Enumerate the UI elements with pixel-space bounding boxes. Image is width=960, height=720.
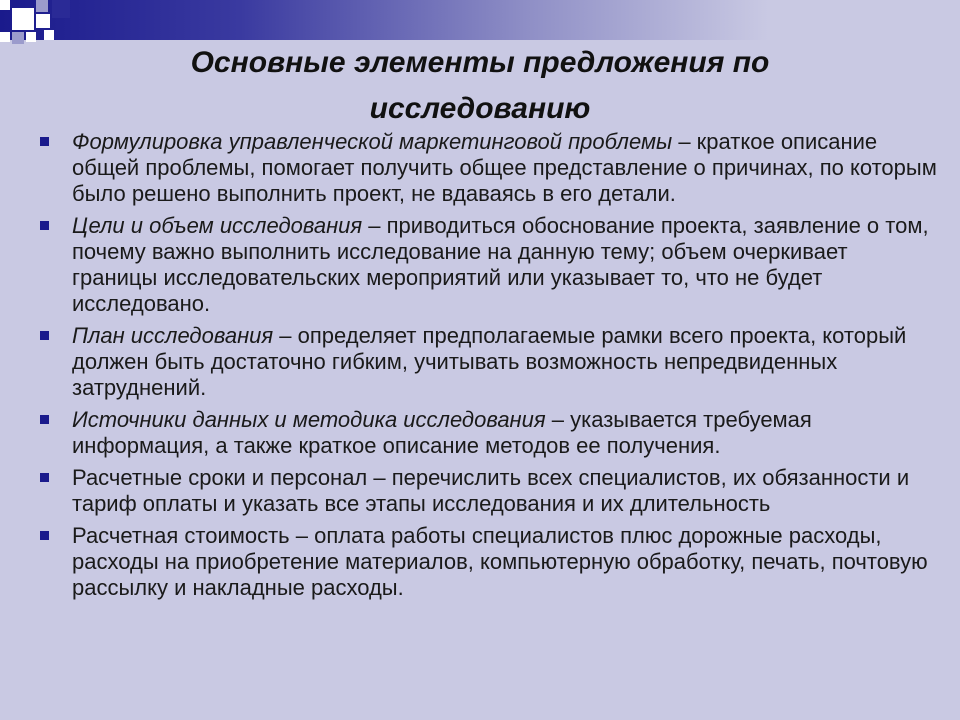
slide-title bbox=[40, 40, 920, 132]
square-bullet-icon bbox=[40, 473, 49, 482]
item-term: Формулировка управленческой маркетинговой проблемы bbox=[72, 129, 673, 154]
square-bullet-icon bbox=[40, 221, 49, 230]
item-term: Цели и объем исследования bbox=[72, 213, 363, 238]
item-term: Источники данных и методика исследования bbox=[72, 407, 546, 432]
list-item bbox=[38, 407, 938, 459]
list-item bbox=[38, 523, 938, 601]
list-item bbox=[38, 129, 938, 207]
item-text: Расчетная стоимость – оплата работы специалистов плюс дорожные расходы, расходы на приобретение материалов, компьютерную обработку, печать, почтовую рассылку и накладные расходы. bbox=[72, 523, 928, 600]
decor-square bbox=[0, 32, 10, 42]
decor-square bbox=[52, 0, 70, 18]
decor-square bbox=[0, 0, 10, 10]
list-item bbox=[38, 323, 938, 401]
item-text: – указывается требуемая информация, а также краткое описание методов ее получения. bbox=[72, 407, 812, 458]
decor-square bbox=[44, 30, 54, 40]
square-bullet-icon bbox=[40, 415, 49, 424]
item-text: – определяет предполагаемые рамки всего проекта, который должен быть достаточно гибким, учитывать возможность непредвиденных затруднений. bbox=[72, 323, 907, 400]
decor-square bbox=[12, 8, 34, 30]
title-line-2: исследованию bbox=[369, 92, 591, 125]
square-bullet-icon bbox=[40, 137, 49, 146]
list-item bbox=[38, 213, 938, 317]
header-decoration-bar bbox=[0, 0, 960, 40]
square-bullet-icon bbox=[40, 531, 49, 540]
decor-square bbox=[26, 32, 36, 42]
item-term: План исследования bbox=[72, 323, 274, 348]
title-line-1: Основные элементы предложения по bbox=[190, 46, 770, 79]
decor-square bbox=[36, 14, 50, 28]
square-bullet-icon bbox=[40, 331, 49, 340]
bullet-list bbox=[38, 129, 938, 607]
list-item bbox=[38, 465, 938, 517]
item-text: Расчетные сроки и персонал – перечислить всех специалистов, их обязанности и тариф оплаты и указать все этапы исследования и их длительность bbox=[72, 465, 910, 516]
item-text: – краткое описание общей проблемы, помогает получить общее представление о причинах, по которым было решено выполнить проект, не вдаваясь в его детали. bbox=[72, 129, 937, 206]
decor-square bbox=[12, 32, 24, 44]
decor-square bbox=[36, 0, 48, 12]
item-text: – приводиться обоснование проекта, заявление о том, почему важно выполнить исследование на данную тему; объем очеркивает границы исследовательских мероприятий или указывает то, что не будет исследовано. bbox=[72, 213, 929, 316]
